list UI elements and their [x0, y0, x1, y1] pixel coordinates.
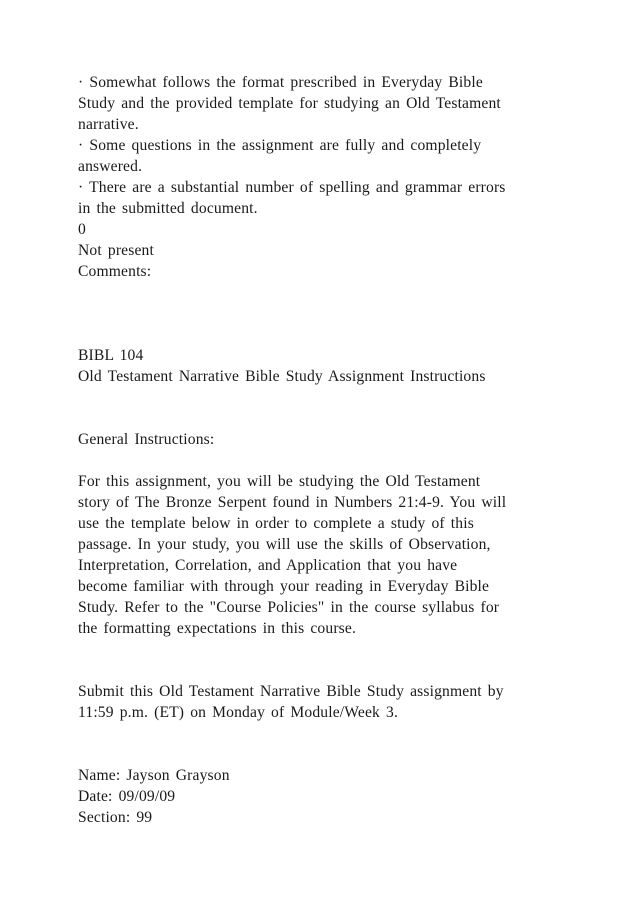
text-line: For this assignment, you will be studying the Old Testament	[78, 473, 481, 490]
text-line: story of The Bronze Serpent found in Numbers 21:4-9. You will	[78, 494, 507, 511]
text-line: use the template below in order to complete a study of this	[78, 515, 474, 532]
text-line: · Somewhat follows the format prescribed in Everyday Bible	[78, 74, 483, 91]
spacer	[78, 723, 578, 744]
rubric-bullet	[78, 72, 578, 135]
text-line: Submit this Old Testament Narrative Bible Study assignment by	[78, 683, 504, 700]
rubric-bullet	[78, 135, 578, 177]
document-title: Old Testament Narrative Bible Study Assignment Instructions	[78, 368, 486, 385]
spacer	[78, 324, 578, 345]
text-line: · Some questions in the assignment are fully and completely	[78, 137, 482, 154]
submission-date: Date: 09/09/09	[78, 788, 176, 805]
rubric-score: 0	[78, 221, 86, 238]
text-line: · There are a substantial number of spelling and grammar errors	[78, 179, 506, 196]
spacer	[78, 303, 578, 324]
instructions-paragraph	[78, 471, 578, 639]
spacer	[78, 660, 578, 681]
rubric-criteria	[78, 72, 578, 282]
text-line: become familiar with through your reading in Everyday Bible	[78, 578, 490, 595]
spacer	[78, 744, 578, 765]
course-code: BIBL 104	[78, 347, 144, 364]
spacer	[78, 408, 578, 429]
text-line: in the submitted document.	[78, 200, 258, 217]
spacer	[78, 282, 578, 303]
text-line: Study and the provided template for studying an Old Testament	[78, 95, 501, 112]
rubric-level: Not present	[78, 242, 154, 259]
text-line: the formatting expectations in this course.	[78, 620, 357, 637]
text-line: Study. Refer to the "Course Policies" in the course syllabus for	[78, 599, 500, 616]
student-name: Name: Jayson Grayson	[78, 767, 230, 784]
general-instructions-heading: General Instructions:	[78, 431, 215, 448]
rubric-bullet	[78, 177, 578, 219]
section-number: Section: 99	[78, 809, 153, 826]
comments-label: Comments:	[78, 263, 152, 280]
text-line: Interpretation, Correlation, and Application that you have	[78, 557, 458, 574]
spacer	[78, 450, 578, 471]
text-line: narrative.	[78, 116, 139, 133]
text-line: passage. In your study, you will use the skills of Observation,	[78, 536, 491, 553]
student-info	[78, 765, 578, 828]
spacer	[78, 387, 578, 408]
text-line: 11:59 p.m. (ET) on Monday of Module/Week 3.	[78, 704, 399, 721]
document-page	[78, 72, 578, 828]
submit-paragraph	[78, 681, 578, 723]
spacer	[78, 639, 578, 660]
text-line: answered.	[78, 158, 143, 175]
